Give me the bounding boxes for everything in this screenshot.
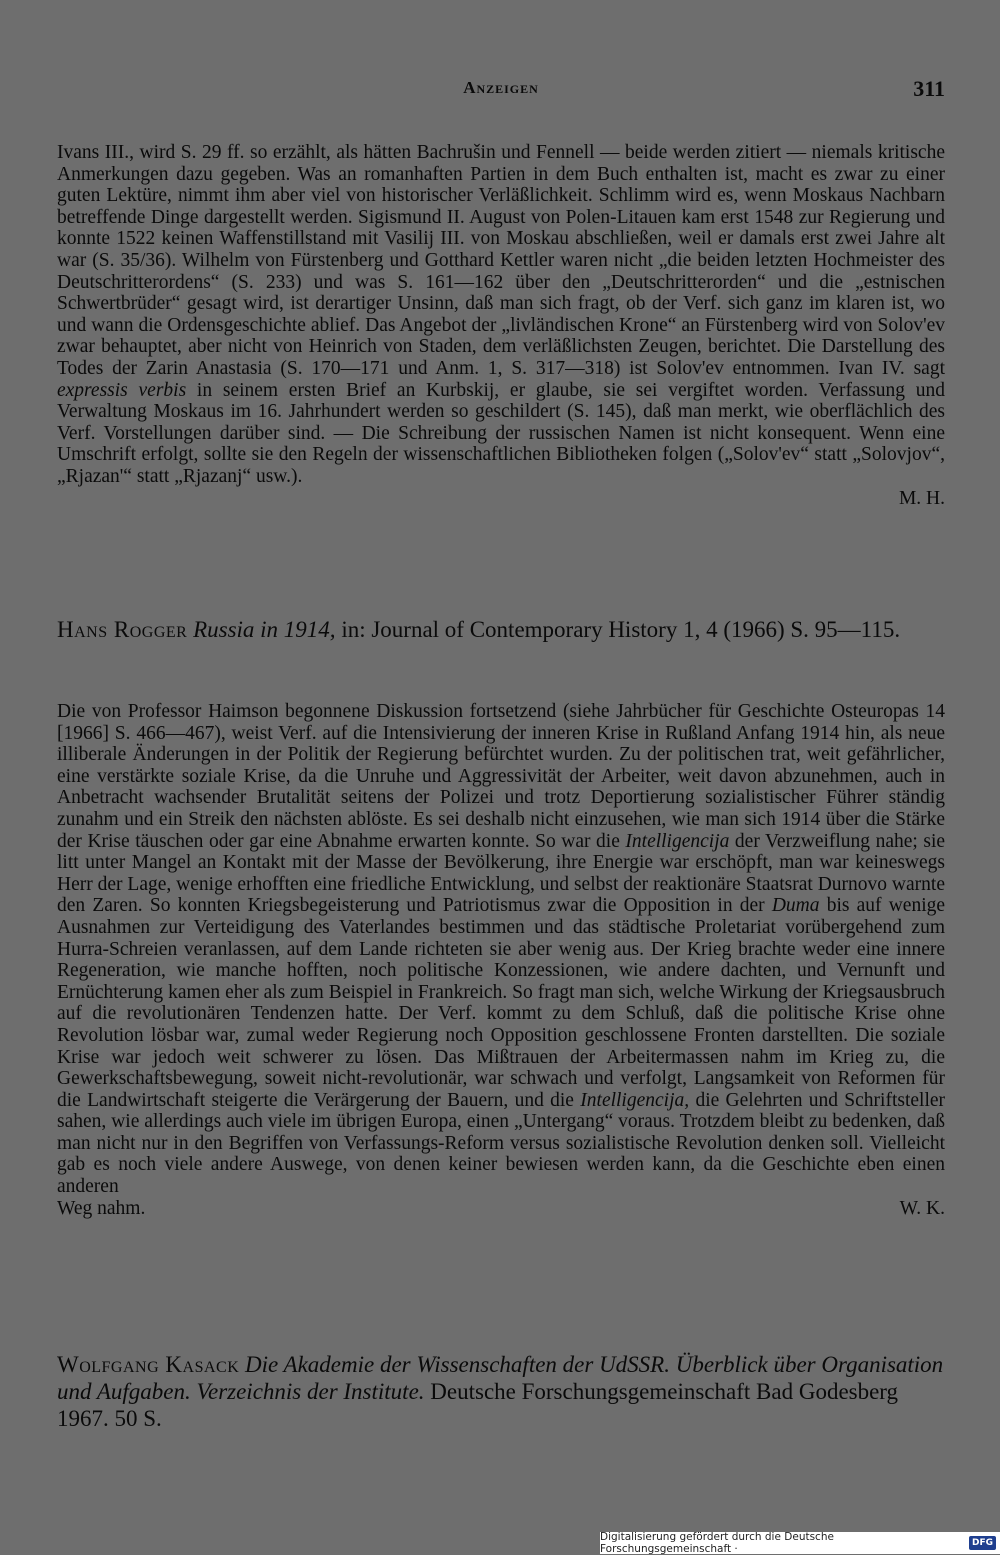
review-2-author: Hans Rogger: [57, 617, 188, 642]
review-2-part-4: die Gelehrten und Schriftsteller sahen, wie allerdings auch viele im übrigen Europa, einen „Untergang“ voraus. Trotzdem bleibt zu bedenken, daß man nicht nur in den Begriffen von Verfassungs-Reform versus sozialistische Revolution denken soll. Vielleicht gab es noch viele andere Auswege, von denen keiner bewiesen werden kann, da die Geschichte eben einen anderen: [57, 1089, 946, 1198]
review-2-citation: [57, 616, 945, 643]
review-2-signature: W. K.: [899, 1197, 945, 1219]
review-2-closing: Weg nahm.: [57, 1197, 146, 1219]
review-3-heading: [57, 1351, 945, 1432]
footer-text: Digitalisierung gefördert durch die Deutsche Forschungsgemeinschaft ·: [600, 1531, 834, 1555]
dfg-logo: DFG: [969, 1536, 996, 1550]
review-3-citation: [57, 1351, 945, 1432]
review-2-part-2: der Verzweiflung nahe; sie litt unter Mangel an Kontakt mit der Masse der Bevölkerung, ihre Energie war erschöpft, man war keineswegs Herr der Lage, wenige erhofften eine friedliche Entwicklung, und selbst der reaktionäre Staatsrat Durnovo warnte den Zaren. So konnten Kriegsbegeisterung und Patriotismus zwar die Opposition in der: [57, 830, 946, 917]
review-1: [57, 142, 945, 510]
review-1-signature: M. H.: [898, 487, 945, 509]
review-2-last-line: [57, 1198, 945, 1220]
review-2-italic-1: Intelligencija: [625, 830, 730, 852]
digitization-footer: [600, 1532, 1000, 1554]
review-1-text: Ivans III., wird S. 29 ff. so erzählt, als hätten Bachrušin und Fennell — beide werden zitiert — niemals kritische Anmerkungen dazu gegeben. Was an romanhaften Partien in dem Buch enthalten ist, macht es zwar zu einer guten Lektüre, nimmt ihm aber viel von historischer Verläßlichkeit. Schlimm wird es, wenn Moskaus Nachbarn betreffende Dinge dargestellt werden. Sigismund II. August von Polen-Litauen kam erst 1548 zur Regierung und konnte 1522 keinen Waffenstillstand mit Vasilij III. von Moskau abschließen, weil er damals erst zwei Jahre alt war (S. 35/36). Wilhelm von Fürstenberg und Gotthard Kettler waren nicht „die beiden letzten Hochmeister des Deutschritterordens“ (S. 233) und was S. 161—162 über den „Deutschritterorden“ und die „estnischen Schwertbrüder“ gesagt wird, ist derartiger Unsinn, daß man sich fragt, ob der Verf. sich ganz im klaren ist, wo und wann die Ordensgeschichte ablief. Das Angebot der „livländischen Krone“ an Fürstenberg wird von Solov'ev zwar behauptet, aber nicht von Heinrich von Staden, dem verläßlichsten Zeugen, berichtet. Die Darstellung des Todes der Zarin Anastasia (S. 170—171 und Anm. 1, S. 317—318) ist Solov'ev entnommen. Ivan IV. sagt: [57, 142, 945, 379]
running-title: Anzeigen: [463, 78, 539, 97]
review-2-title: Russia in 1914,: [193, 617, 336, 642]
page-number: 311: [913, 76, 945, 101]
review-1-italic: expressis verbis: [57, 379, 187, 401]
review-2-part-3: bis auf wenige Ausnahmen zur Verteidigung des Vaterlandes bestimmen und das städtische Proletariat vorübergehend zum Hurra-Schreien veranlassen, auf dem Lande richteten sie aber wenig aus. Der Krieg brachte weder eine innere Regeneration, wie manche hofften, noch politische Konzessionen, wie andere dachten, und Vernunft und Ernüchterung kamen eher als zum Beispiel in Frankreich. So fragt man sich, welche Wirkung der Kriegsausbruch auf die revolutionären Tendenzen hatte. Der Verf. kommt zu dem Schluß, daß die politische Krise ohne Revolution lösbar war, zumal weder Regierung noch Opposition geschlossene Fronten darstellten. Die soziale Krise war jedoch weit schwerer zu lösen. Das Mißtrauen der Arbeitermassen nahm im Krieg zu, die Gewerkschaftsbewegung, soweit nicht-revolutionär, war schwach und verfolgt, Langsamkeit von Reformen für die Landwirtschaft steigerte die Verärgerung der Bauern, und die: [57, 895, 946, 1111]
review-2-body: [57, 701, 945, 1198]
review-1-body: [57, 142, 945, 488]
review-3-title: Die Akademie der Wissenschaften der UdSSR. Überblick über Organisation und Aufgaben. Verzeichnis der Institute.: [57, 1352, 944, 1404]
review-2-source: in: Journal of Contemporary History 1, 4 (1966) S. 95—115.: [341, 617, 901, 642]
review-2-heading: [57, 616, 945, 643]
review-1-text-after: in seinem ersten Brief an Kurbskij, er glaube, sie sei vergiftet worden. Verfassung und Verwaltung Moskaus im 16. Jahrhundert werden so geschildert (S. 145), daß man merkt, wie oberflächlich des Verf. Vorstellungen darüber sind. — Die Schreibung der russischen Namen ist nicht konsequent. Wenn eine Umschrift erfolgt, sollte sie den Regeln der wissenschaftlichen Bibliotheken folgen („Solov'ev“ statt „Solovjov“, „Rjazan'“ statt „Rjazanj“ usw.).: [57, 379, 946, 487]
review-2-part-1: Die von Professor Haimson begonnene Diskussion fortsetzend (siehe Jahrbücher für Geschichte Osteuropas 14 [1966] S. 466—467), weist Verf. auf die Intensivierung der inneren Krise in Rußland Anfang 1914 hin, als neue illiberale Änderungen in der Politik der Regierung befürchtet wurden. Zu der politischen trat, weit gefährlicher, eine verstärkte soziale Krise, da die Unruhe und Aggressivität der Arbeiter, weit davon abzunehmen, auch in Anbetracht wachsender Brutalität seitens der Polizei und trotz Deportierung sozialistischer Führer ständig zunahm und ein Streik den nächsten ablöste. Es sei deshalb nicht einzusehen, wie man sich 1914 über die Stärke der Krise täuschen oder gar eine Abnahme erwarten konnte. So war die: [57, 701, 945, 852]
review-3-author: Wolfgang Kasack: [57, 1352, 240, 1377]
review-3-publisher: Deutsche Forschungsgemeinschaft Bad Godesberg 1967. 50 S.: [57, 1379, 899, 1431]
running-head: [57, 78, 945, 108]
review-2: [57, 701, 945, 1219]
review-2-italic-2: Duma: [771, 895, 820, 917]
review-2-italic-3: Intelligencija,: [580, 1089, 690, 1111]
